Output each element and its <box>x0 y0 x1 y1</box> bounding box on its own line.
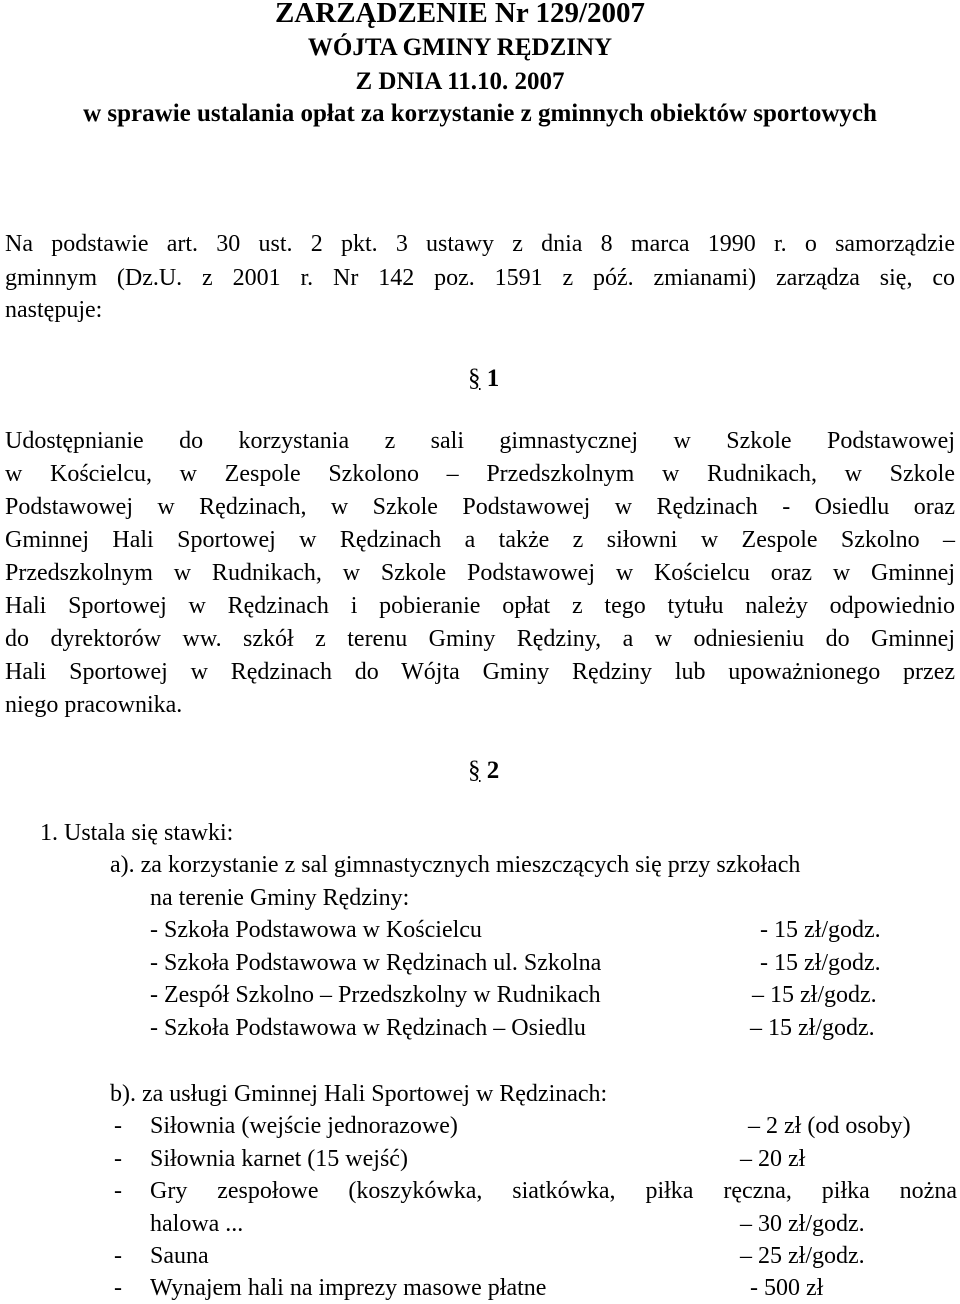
preamble-line: gminnym (Dz.U. z 2001 r. Nr 142 poz. 1591 z póź. zmianami) zarządza się, co <box>5 265 955 291</box>
rate-item-price: - 15 zł/godz. <box>760 950 881 976</box>
service-name: Siłownia (wejście jednorazowe) <box>150 1113 458 1139</box>
preamble-line: następuje: <box>5 297 103 323</box>
service-price: - 500 zł <box>750 1275 824 1301</box>
section-1-line: Hali Sportowej w Rędzinach i pobieranie opłat z tego tytułu należy odpowiednio <box>5 593 955 619</box>
section-2-heading <box>468 756 499 786</box>
section-1-line: Udostępnianie do korzystania z sali gimnastycznej w Szkole Podstawowej <box>5 428 955 454</box>
section-1-line: do dyrektorów ww. szkół z terenu Gminy Rędziny, a w odniesieniu do Gminnej <box>5 626 955 652</box>
rate-item-name: - Szkoła Podstawowa w Rędzinach ul. Szkolna <box>150 950 602 976</box>
service-dash: - <box>114 1113 122 1139</box>
service-name: halowa ... <box>150 1211 244 1237</box>
subsection-a-line: a). za korzystanie z sal gimnastycznych mieszczących się przy szkołach <box>110 852 801 878</box>
service-dash: - <box>114 1243 122 1269</box>
subsection-b-line: b). za usługi Gminnej Hali Sportowej w Rędzinach: <box>110 1081 608 1107</box>
preamble-line: Na podstawie art. 30 ust. 2 pkt. 3 ustawy z dnia 8 marca 1990 r. o samorządzie <box>5 231 955 257</box>
section-1-line: Hali Sportowej w Rędzinach do Wójta Gminy Rędziny lub upoważnionego przez <box>5 659 955 685</box>
rate-item-price: – 15 zł/godz. <box>752 982 877 1008</box>
section-1-line: niego pracownika. <box>5 692 183 718</box>
document-subject: w sprawie ustalania opłat za korzystanie z gminnych obiektów sportowych <box>83 100 877 127</box>
rate-item-name: - Zespół Szkolno – Przedszkolny w Rudnikach <box>150 982 601 1008</box>
service-dash: - <box>114 1275 122 1301</box>
service-name: Wynajem hali na imprezy masowe płatne <box>150 1275 547 1301</box>
section-number: 2 <box>486 757 500 784</box>
service-price: – 30 zł/godz. <box>740 1211 865 1237</box>
issuing-authority: WÓJTA GMINY RĘDZINY <box>307 34 613 61</box>
document-date: Z DNIA 11.10. 2007 <box>355 68 565 95</box>
service-name: Gry zespołowe (koszykówka, siatkówka, piłka ręczna, piłka nożna <box>150 1178 957 1204</box>
service-price: – 20 zł <box>740 1146 806 1172</box>
section-1-line: w Kościelcu, w Zespole Szkolono – Przedszkolnym w Rudnikach, w Szkole <box>5 461 955 487</box>
rate-item-price: – 15 zł/godz. <box>750 1015 875 1041</box>
subsection-a-line: na terenie Gminy Rędziny: <box>150 885 410 911</box>
document-title: ZARZĄDZENIE Nr 129/2007 <box>274 0 646 29</box>
section-1-line: Gminnej Hali Sportowej w Rędzinach a także z siłowni w Zespole Szkolno – <box>5 527 955 553</box>
rates-heading: 1. Ustala się stawki: <box>40 820 234 846</box>
rate-item-price: - 15 zł/godz. <box>760 917 881 943</box>
rate-item-name: - Szkoła Podstawowa w Kościelcu <box>150 917 482 943</box>
service-name: Siłownia karnet (15 wejść) <box>150 1146 408 1172</box>
section-number: 1 <box>486 365 500 392</box>
service-price: – 25 zł/godz. <box>740 1243 865 1269</box>
rate-item-name: - Szkoła Podstawowa w Rędzinach – Osiedlu <box>150 1015 586 1041</box>
service-dash: - <box>114 1146 122 1172</box>
service-price: – 2 zł (od osoby) <box>748 1113 911 1139</box>
service-dash: - <box>114 1178 122 1204</box>
section-1-line: Przedszkolnym w Rudnikach, w Szkole Podstawowej w Kościelcu oraz w Gminnej <box>5 560 955 586</box>
section-1-line: Podstawowej w Rędzinach, w Szkole Podstawowej w Rędzinach - Osiedlu oraz <box>5 494 955 520</box>
service-name: Sauna <box>150 1243 209 1269</box>
section-mark: § <box>468 365 481 392</box>
section-1-heading <box>468 364 499 394</box>
section-mark: § <box>468 757 481 784</box>
